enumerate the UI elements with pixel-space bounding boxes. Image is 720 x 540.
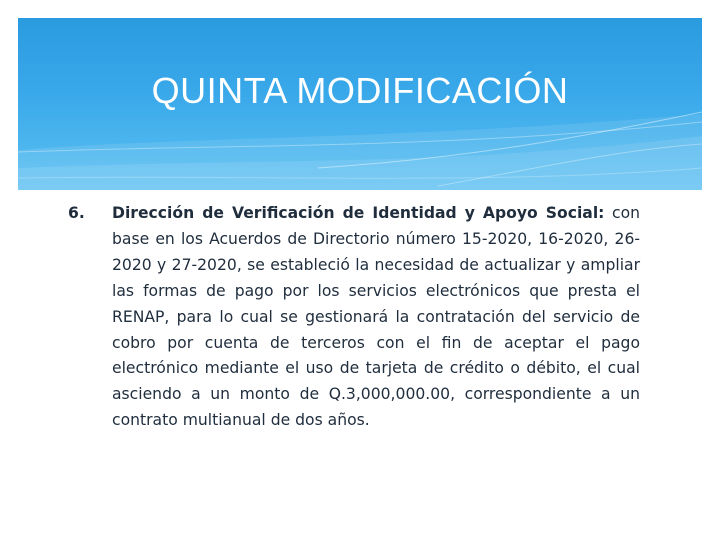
- item-body: con base en los Acuerdos de Directorio número 15-2020, 16-2020, 26-2020 y 27-2020, se estableció la necesidad de actualizar y ampliar las formas de pago por los servicios electrónicos que presta el RENAP, para lo cual se gestionará la contratación del servicio de cobro por cuenta de terceros con el fin de aceptar el pago electrónico mediante el uso de tarjeta de crédito o débito, el cual asciendo a un monto de Q.3,000,000.00, correspondiente a un contrato multianual de dos años.: [112, 204, 640, 430]
- content-area: [68, 201, 640, 434]
- list-item: [68, 201, 640, 434]
- page-title: QUINTA MODIFICACIÓN: [151, 70, 569, 111]
- item-heading: Dirección de Verificación de Identidad y Apoyo Social:: [112, 204, 605, 222]
- title-banner: [18, 18, 702, 190]
- item-number: 6.: [68, 204, 85, 222]
